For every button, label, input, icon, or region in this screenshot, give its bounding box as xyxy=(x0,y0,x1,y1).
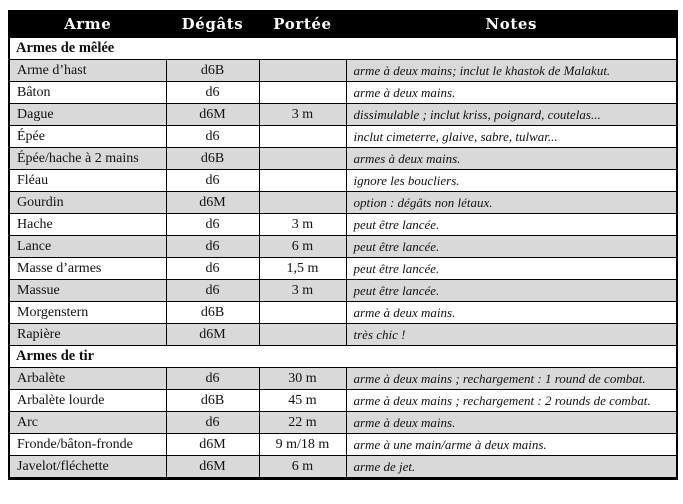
weapon-damage: d6 xyxy=(166,170,259,192)
weapon-notes: inclut cimeterre, glaive, sabre, tulwar... xyxy=(346,126,677,148)
weapon-row xyxy=(9,368,677,390)
weapon-name: Arc xyxy=(9,412,166,434)
weapon-notes: peut être lancée. xyxy=(346,258,677,280)
weapon-name: Lance xyxy=(9,236,166,258)
weapon-damage: d6 xyxy=(166,236,259,258)
weapon-notes: armes à deux mains. xyxy=(346,148,677,170)
column-header-notes: Notes xyxy=(346,11,677,38)
weapon-damage: d6B xyxy=(166,60,259,82)
weapon-range: 6 m xyxy=(259,456,346,479)
weapon-notes: arme de jet. xyxy=(346,456,677,479)
weapon-notes: arme à deux mains ; rechargement : 1 round de combat. xyxy=(346,368,677,390)
weapon-range xyxy=(259,192,346,214)
weapon-row xyxy=(9,280,677,302)
weapon-damage: d6M xyxy=(166,104,259,126)
weapon-row xyxy=(9,390,677,412)
weapon-damage: d6M xyxy=(166,192,259,214)
weapon-damage: d6 xyxy=(166,214,259,236)
weapon-notes: peut être lancée. xyxy=(346,280,677,302)
column-header-arme: Arme xyxy=(9,11,166,38)
weapon-damage: d6M xyxy=(166,456,259,479)
weapon-damage: d6 xyxy=(166,126,259,148)
weapon-notes: arme à une main/arme à deux mains. xyxy=(346,434,677,456)
weapon-name: Fléau xyxy=(9,170,166,192)
weapon-damage: d6 xyxy=(166,368,259,390)
weapon-name: Morgenstern xyxy=(9,302,166,324)
weapon-range: 1,5 m xyxy=(259,258,346,280)
weapon-row xyxy=(9,456,677,479)
weapon-range xyxy=(259,302,346,324)
weapon-row xyxy=(9,236,677,258)
weapon-row xyxy=(9,104,677,126)
weapon-range: 3 m xyxy=(259,104,346,126)
weapon-row xyxy=(9,192,677,214)
weapon-name: Épée xyxy=(9,126,166,148)
weapon-name: Gourdin xyxy=(9,192,166,214)
weapon-name: Arme d’hast xyxy=(9,60,166,82)
weapon-name: Rapière xyxy=(9,324,166,346)
weapon-row xyxy=(9,60,677,82)
weapon-name: Masse d’armes xyxy=(9,258,166,280)
weapon-damage: d6 xyxy=(166,82,259,104)
weapon-row xyxy=(9,324,677,346)
section-header-row xyxy=(9,38,677,60)
section-header-row xyxy=(9,346,677,368)
weapon-damage: d6 xyxy=(166,258,259,280)
weapon-range xyxy=(259,60,346,82)
weapon-name: Arbalète lourde xyxy=(9,390,166,412)
weapon-name: Bâton xyxy=(9,82,166,104)
weapon-name: Javelot/fléchette xyxy=(9,456,166,479)
weapon-damage: d6 xyxy=(166,280,259,302)
weapons-table-body xyxy=(9,38,677,479)
weapon-row xyxy=(9,214,677,236)
weapon-row xyxy=(9,434,677,456)
weapon-row xyxy=(9,412,677,434)
weapon-notes: dissimulable ; inclut kriss, poignard, coutelas... xyxy=(346,104,677,126)
weapon-notes: très chic ! xyxy=(346,324,677,346)
weapons-table xyxy=(8,10,678,480)
weapon-name: Dague xyxy=(9,104,166,126)
weapon-name: Hache xyxy=(9,214,166,236)
weapon-range xyxy=(259,126,346,148)
weapon-damage: d6B xyxy=(166,390,259,412)
column-header-portee: Portée xyxy=(259,11,346,38)
weapon-notes: option : dégâts non létaux. xyxy=(346,192,677,214)
weapon-row xyxy=(9,148,677,170)
weapon-notes: arme à deux mains. xyxy=(346,412,677,434)
weapon-range xyxy=(259,82,346,104)
weapon-range: 9 m/18 m xyxy=(259,434,346,456)
weapon-range xyxy=(259,148,346,170)
section-title: Armes de mêlée xyxy=(9,38,677,60)
weapon-notes: peut être lancée. xyxy=(346,236,677,258)
weapon-name: Fronde/bâton-fronde xyxy=(9,434,166,456)
weapon-range: 3 m xyxy=(259,280,346,302)
weapon-range xyxy=(259,324,346,346)
weapon-range: 30 m xyxy=(259,368,346,390)
weapon-notes: peut être lancée. xyxy=(346,214,677,236)
weapon-damage: d6M xyxy=(166,434,259,456)
weapon-notes: arme à deux mains. xyxy=(346,302,677,324)
weapon-row xyxy=(9,126,677,148)
weapon-name: Arbalète xyxy=(9,368,166,390)
weapon-range: 3 m xyxy=(259,214,346,236)
weapon-notes: ignore les boucliers. xyxy=(346,170,677,192)
weapon-row xyxy=(9,258,677,280)
weapons-table-header xyxy=(9,11,677,38)
weapon-range: 6 m xyxy=(259,236,346,258)
column-header-degats: Dégâts xyxy=(166,11,259,38)
section-title: Armes de tir xyxy=(9,346,677,368)
weapon-range: 45 m xyxy=(259,390,346,412)
weapon-range: 22 m xyxy=(259,412,346,434)
weapon-name: Épée/hache à 2 mains xyxy=(9,148,166,170)
weapon-notes: arme à deux mains; inclut le khastok de Malakut. xyxy=(346,60,677,82)
weapon-notes: arme à deux mains. xyxy=(346,82,677,104)
weapon-row xyxy=(9,302,677,324)
weapon-row xyxy=(9,170,677,192)
weapon-notes: arme à deux mains ; rechargement : 2 rounds de combat. xyxy=(346,390,677,412)
weapon-range xyxy=(259,170,346,192)
weapon-damage: d6 xyxy=(166,412,259,434)
weapon-damage: d6B xyxy=(166,148,259,170)
weapon-damage: d6M xyxy=(166,324,259,346)
weapon-name: Massue xyxy=(9,280,166,302)
header-row xyxy=(9,11,677,38)
weapon-row xyxy=(9,82,677,104)
weapon-damage: d6B xyxy=(166,302,259,324)
